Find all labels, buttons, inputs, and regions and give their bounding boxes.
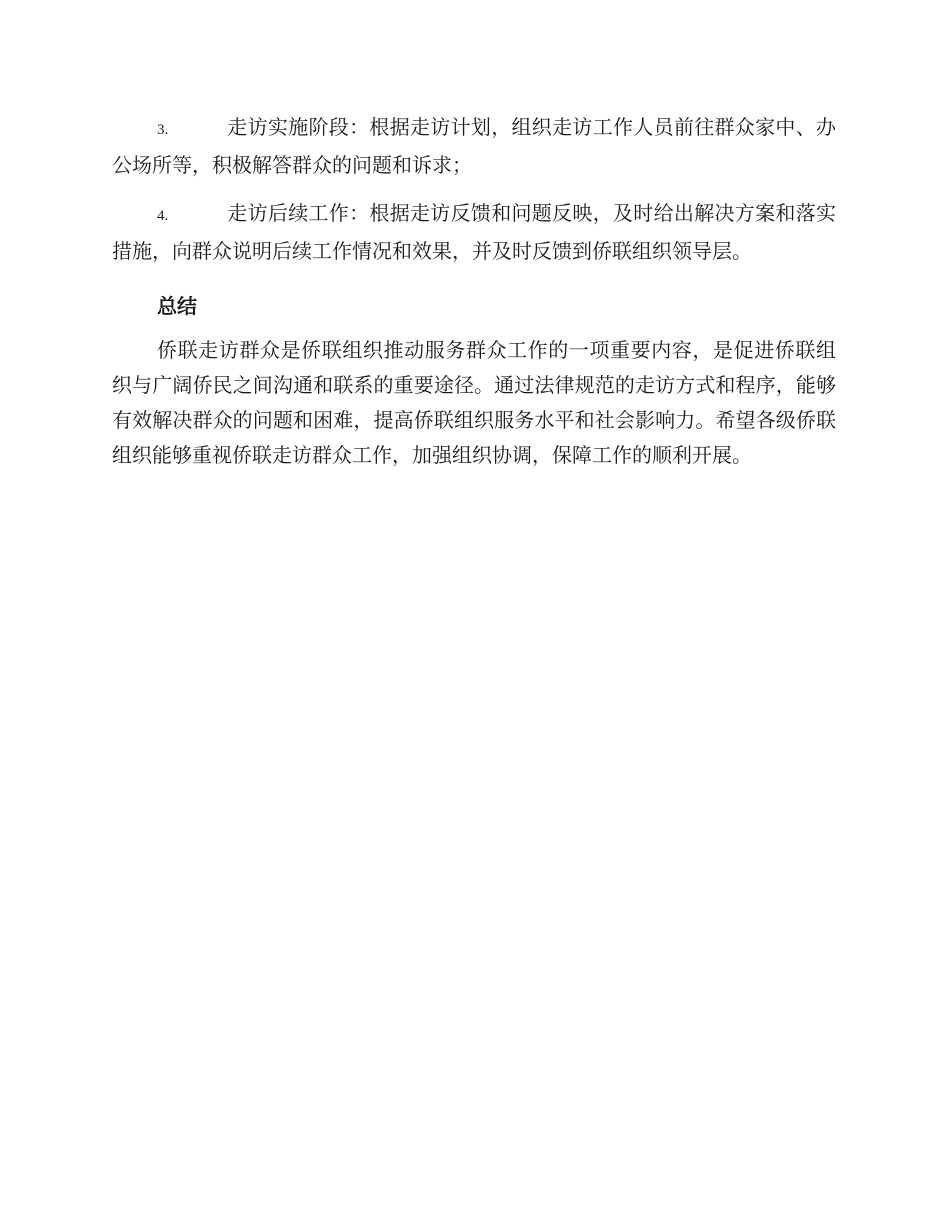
document-page xyxy=(112,110,836,473)
list-number: 3. xyxy=(157,122,169,138)
list-item-text: 走访实施阶段：根据走访计划，组织走访工作人员前往群众家中、办公场所等，积极解答群众的问题和诉求； xyxy=(112,115,836,177)
summary-paragraph: 侨联走访群众是侨联组织推动服务群众工作的一项重要内容，是促进侨联组织与广阔侨民之间沟通和联系的重要途径。通过法律规范的走访方式和程序，能够有效解决群众的问题和困难，提高侨联组织服务水平和社会影响力。希望各级侨联组织能够重视侨联走访群众工作，加强组织协调，保障工作的顺利开展。 xyxy=(112,338,836,467)
list-number: 4. xyxy=(157,208,169,224)
list-item-4 xyxy=(112,196,836,269)
list-item-text: 走访后续工作：根据走访反馈和问题反映，及时给出解决方案和落实措施，向群众说明后续工作情况和效果，并及时反馈到侨联组织领导层。 xyxy=(112,201,836,263)
summary-heading: 总结 xyxy=(157,294,197,318)
list-item-3 xyxy=(112,110,836,183)
